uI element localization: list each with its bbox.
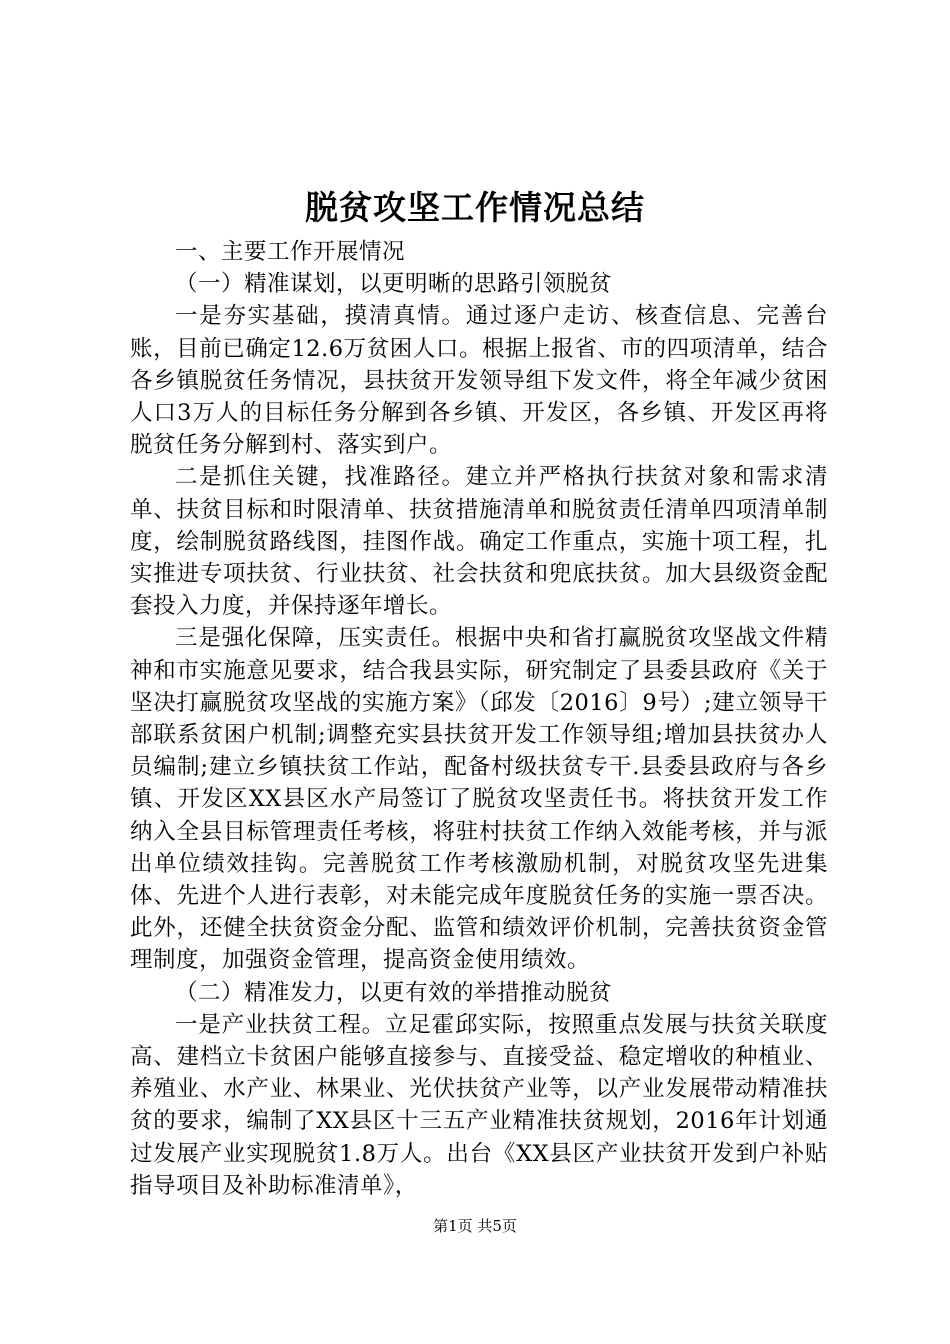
paragraph: 一是产业扶贫工程。立足霍邱实际，按照重点发展与扶贫关联度高、建档立卡贫困户能够直接参与、直接受益、稳定增收的种植业、养殖业、水产业、林果业、光伏扶贫产业等，以产业发展带动精准扶贫的要求，编制了XX县区十三五产业精准扶贫规划，2016年计划通过发展产业实现脱贫1.8万人。出台《XX县区产业扶贫开发到户补贴指导项目及补助标准清单》， bbox=[130, 1011, 828, 1199]
paragraph: 三是强化保障，压实责任。根据中央和省打赢脱贫攻坚战文件精神和市实施意见要求，结合我县实际，研究制定了县委县政府《关于坚决打赢脱贫攻坚战的实施方案》（邱发〔2016〕9号）;建立领导干部联系贫困户机制;调整充实县扶贫开发工作领导组;增加县扶贫办人员编制;建立乡镇扶贫工作站，配备村级扶贫专干.县委县政府与各乡镇、开发区XX县区水产局签订了脱贫攻坚责任书。将扶贫开发工作纳入全县目标管理责任考核，将驻村扶贫工作纳入效能考核，并与派出单位绩效挂钩。完善脱贫工作考核激励机制，对脱贫攻坚先进集体、先进个人进行表彰，对未能完成年度脱贫任务的实施一票否决。此外，还健全扶贫资金分配、监管和绩效评价机制，完善扶贫资金管理制度，加强资金管理，提高资金使用绩效。 bbox=[130, 625, 828, 974]
section-heading: 一、主要工作开展情况 bbox=[175, 239, 406, 265]
subsection-heading: （二）精准发力，以更有效的举措推动脱贫 bbox=[175, 979, 613, 1006]
subsection-heading: （一）精准谋划，以更明晰的思路引领脱贫 bbox=[175, 271, 613, 298]
document-body bbox=[130, 236, 828, 1202]
page-footer: 第1页 共5页 bbox=[433, 1217, 517, 1235]
paragraph: 一是夯实基础，摸清真情。通过逐户走访、核查信息、完善台账，目前已确定12.6万贫困人口。根据上报省、市的四项清单，结合各乡镇脱贫任务情况，县扶贫开发领导组下发文件，将全年减少贫困人口3万人的目标任务分解到各乡镇、开发区，各乡镇、开发区再将脱贫任务分解到村、落实到户。 bbox=[130, 303, 828, 459]
document-title: 脱贫攻坚工作情况总结 bbox=[305, 188, 645, 227]
paragraph: 二是抓住关键，找准路径。建立并严格执行扶贫对象和需求清单、扶贫目标和时限清单、扶贫措施清单和脱贫责任清单四项清单制度，绘制脱贫路线图，挂图作战。确定工作重点，实施十项工程，扎实推进专项扶贫、行业扶贫、社会扶贫和兜底扶贫。加大县级资金配套投入力度，并保持逐年增长。 bbox=[130, 464, 828, 620]
